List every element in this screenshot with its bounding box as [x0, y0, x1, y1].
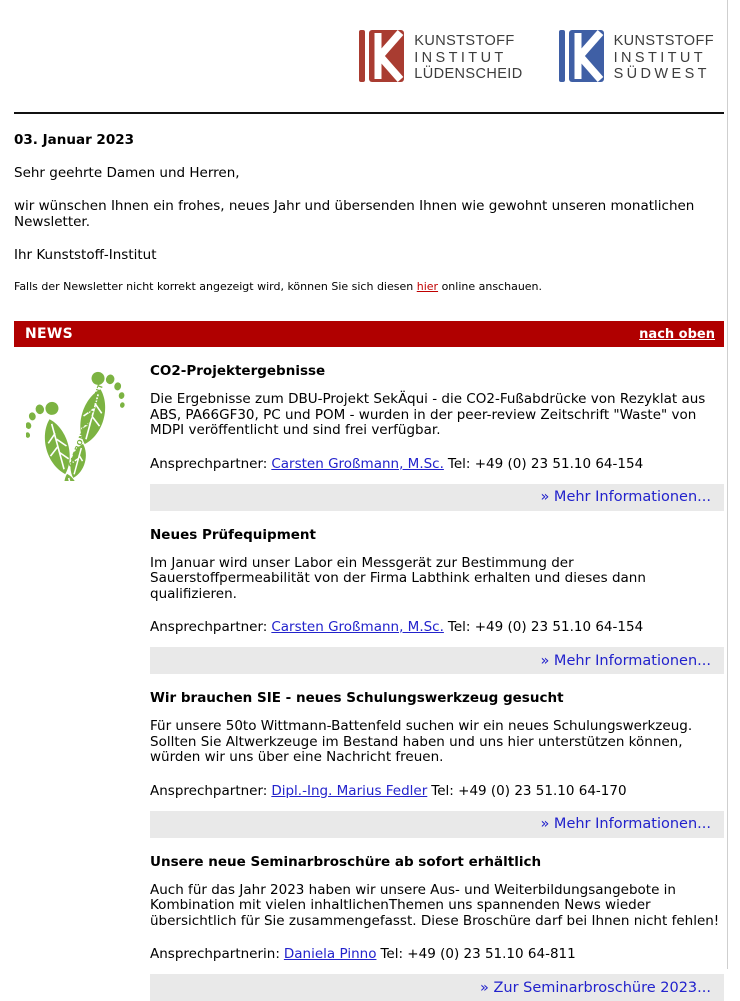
- more-info-bar: [150, 647, 724, 674]
- more-info-link[interactable]: » Mehr Informationen...: [540, 653, 711, 669]
- news-item-image-column: [14, 527, 150, 675]
- more-info-bar: [150, 974, 724, 1001]
- logo-line: KUNSTSTOFF: [414, 33, 522, 50]
- news-item-title: Wir brauchen SIE - neues Schulungswerkzeug gesucht: [150, 690, 724, 706]
- logo-line: INSTITUT: [414, 50, 522, 67]
- contact-phone: Tel: +49 (0) 23 51.10 64-154: [448, 456, 643, 472]
- more-info-link[interactable]: » Mehr Informationen...: [540, 816, 711, 832]
- contact-person-link[interactable]: Carsten Großmann, M.Sc.: [271, 456, 444, 472]
- news-item-image-column: [14, 363, 150, 511]
- contact-person-link[interactable]: Daniela Pinno: [284, 946, 377, 962]
- ki-suedwest-logo-text: [614, 33, 714, 83]
- news-item-body: Im Januar wird unser Labor ein Messgerät zur Bestimmung der Sauerstoffpermeabilität von der Firma Labthink erhalten und dieses dann qualifizieren.: [150, 556, 724, 603]
- message-text: wir wünschen Ihnen ein frohes, neues Jahr und übersenden Ihnen wie gewohnt unseren monatlichen Newsletter.: [14, 198, 724, 230]
- fallback-note: [14, 280, 724, 293]
- ki-suedwest-logo-icon: [559, 30, 604, 86]
- newsletter-date: 03. Januar 2023: [14, 132, 724, 148]
- logo-line: INSTITUT: [614, 50, 714, 67]
- news-item-contact: [150, 456, 724, 472]
- contact-label: Ansprechpartner:: [150, 456, 267, 472]
- contact-phone: Tel: +49 (0) 23 51.10 64-154: [448, 619, 643, 635]
- contact-person-link[interactable]: Carsten Großmann, M.Sc.: [271, 619, 444, 635]
- logo-line: KUNSTSTOFF: [614, 33, 714, 50]
- news-item-title: CO2-Projektergebnisse: [150, 363, 724, 379]
- fallback-note-after: online anschauen.: [442, 280, 542, 293]
- news-item-neues-pruefequipment: [14, 527, 724, 675]
- logo-line: SÜDWEST: [614, 66, 714, 83]
- page-right-border: [727, 0, 728, 969]
- news-item-contact: [150, 946, 724, 962]
- fallback-note-before: Falls der Newsletter nicht korrekt angezeigt wird, können Sie sich diesen: [14, 280, 413, 293]
- logo-kunststoff-institut-luedenscheid: [359, 30, 522, 86]
- more-info-link[interactable]: » Mehr Informationen...: [540, 489, 711, 505]
- news-item-co2-projektergebnisse: [14, 363, 724, 511]
- logo-kunststoff-institut-suedwest: [559, 30, 714, 86]
- signature-text: Ihr Kunststoff-Institut: [14, 247, 724, 263]
- news-item-title: Neues Prüfequipment: [150, 527, 724, 543]
- header-divider: [14, 112, 724, 114]
- news-section-bar: [14, 321, 724, 347]
- back-to-top-link[interactable]: nach oben: [639, 327, 715, 342]
- more-info-bar: [150, 484, 724, 511]
- news-item-body: Für unsere 50to Wittmann-Battenfeld suchen wir ein neues Schulungswerkzeug. Sollten Sie Altwerkzeuge im Bestand haben und uns hier unterstützen können, würden wir uns über eine Nachricht freuen.: [150, 719, 724, 766]
- greeting-text: Sehr geehrte Damen und Herren,: [14, 165, 724, 181]
- news-item-image-column: [14, 854, 150, 1001]
- news-section-title: NEWS: [25, 326, 73, 342]
- brochure-link[interactable]: » Zur Seminarbroschüre 2023...: [480, 980, 711, 996]
- news-item-seminarbroschuere: [14, 854, 724, 1001]
- contact-person-link[interactable]: Dipl.-Ing. Marius Fedler: [271, 783, 427, 799]
- contact-phone: Tel: +49 (0) 23 51.10 64-170: [431, 783, 626, 799]
- more-info-bar: [150, 811, 724, 838]
- news-item-title: Unsere neue Seminarbroschüre ab sofort erhältlich: [150, 854, 724, 870]
- news-item-contact: [150, 619, 724, 635]
- intro-section: [14, 132, 724, 293]
- ki-luedenscheid-logo-text: [414, 33, 522, 83]
- news-item-body: Auch für das Jahr 2023 haben wir unsere Aus- und Weiterbildungsangebote in Kombination mit vielen inhaltlichenThemen uns spannenden News wieder übersichtlich für Sie zusammengefasst. Diese Broschüre darf bei Ihnen nicht fehlen!: [150, 883, 724, 930]
- news-item-contact: [150, 783, 724, 799]
- news-item-schulungswerkzeug: [14, 690, 724, 838]
- contact-label: Ansprechpartnerin:: [150, 946, 280, 962]
- carbon-footprint-logo-icon: [14, 466, 126, 485]
- ki-luedenscheid-logo-icon: [359, 30, 404, 86]
- online-version-link[interactable]: hier: [417, 280, 438, 293]
- svg-text:CARBON FOOTPRINT: CARBON FOOTPRINT: [67, 383, 105, 469]
- header: [0, 0, 740, 86]
- news-item-image-column: [14, 690, 150, 838]
- logo-line: LÜDENSCHEID: [414, 66, 522, 83]
- contact-label: Ansprechpartner:: [150, 619, 267, 635]
- contact-label: Ansprechpartner:: [150, 783, 267, 799]
- contact-phone: Tel: +49 (0) 23 51.10 64-811: [380, 946, 575, 962]
- news-item-body: Die Ergebnisse zum DBU-Projekt SekÄqui - die CO2-Fußabdrücke von Rezyklat aus ABS, PA66GF30, PC und POM - wurden in der peer-review Zeitschrift "Waste" von MDPI veröffentlicht und sind frei verfügbar.: [150, 392, 724, 439]
